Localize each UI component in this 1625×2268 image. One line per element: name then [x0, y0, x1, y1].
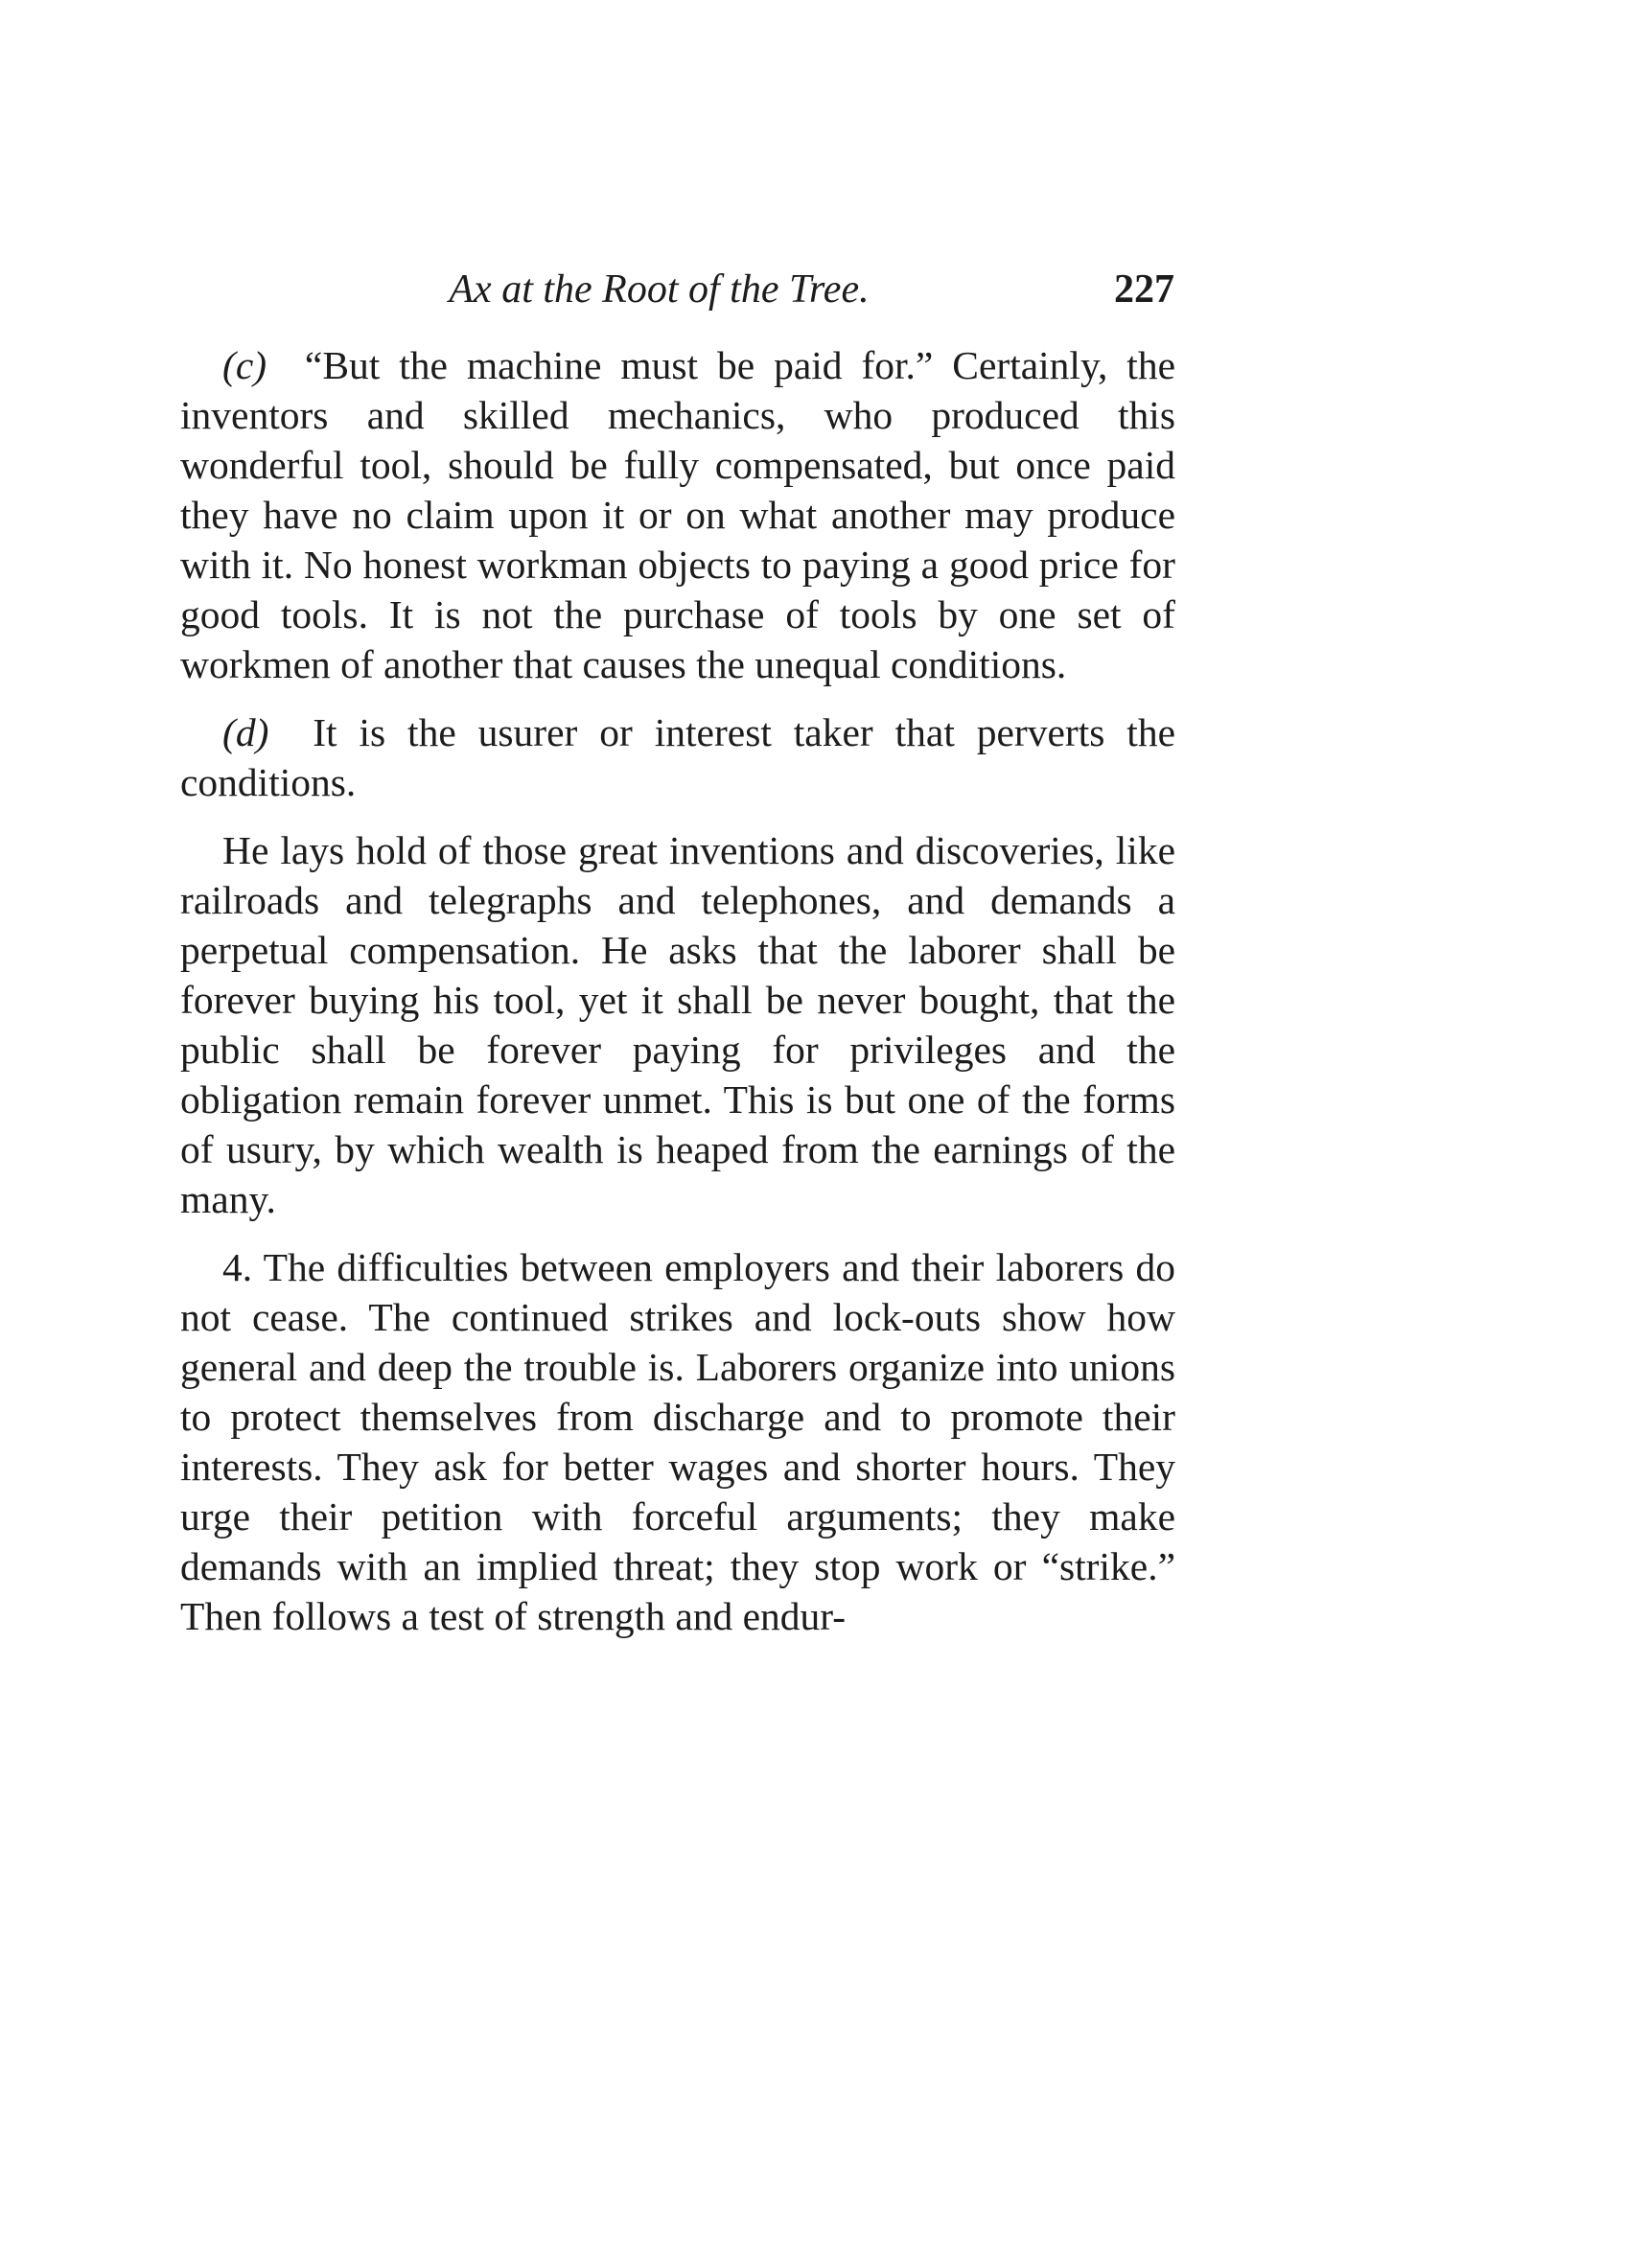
page-number: 227 — [1114, 267, 1174, 312]
body-text — [180, 340, 1175, 1659]
paragraph-text: 4. The difficulties between employers and their laborers do not cease. The continued strikes and lock-outs show how general and deep the trouble is. Laborers organize into unions to protect themselves from discharge and to promote their interests. They ask for better wages and shorter hours. They urge their petition with forceful arguments; they make demands with an implied threat; they stop work or “strike.” Then follows a test of strength and endur- — [180, 1245, 1175, 1638]
paragraph-usury — [180, 825, 1175, 1224]
running-title: Ax at the Root of the Tree. — [449, 267, 870, 312]
paragraph-c — [180, 340, 1175, 689]
running-head — [182, 261, 1174, 328]
paragraph-text: “But the machine must be paid for.” Certainly, the inventors and skilled mechanics, who produced this wonderful tool, should be fully compensated, but once paid they have no claim upon it or on what another may produce with it. No honest workman objects to paying a good price for good tools. It is not the purchase of tools by one set of workmen of another that causes the unequal conditions. — [180, 343, 1176, 686]
paragraph-text: He lays hold of those great inventions and discoveries, like railroads and telegraphs and telephones, and demands a perpetual compensation. He asks that the laborer shall be forever buying his tool, yet it shall be never bought, that the public shall be forever paying for privileges and the obligation remain forever unmet. This is but one of the forms of usury, by which wealth is heaped from the earnings of the many. — [180, 828, 1175, 1221]
paragraph-4 — [180, 1242, 1175, 1641]
paragraph-text: It is the usurer or interest taker that perverts the conditions. — [180, 710, 1176, 804]
paragraph-label: (c) — [222, 343, 267, 387]
paragraph-label: (d) — [222, 710, 269, 754]
paragraph-d — [180, 707, 1175, 807]
